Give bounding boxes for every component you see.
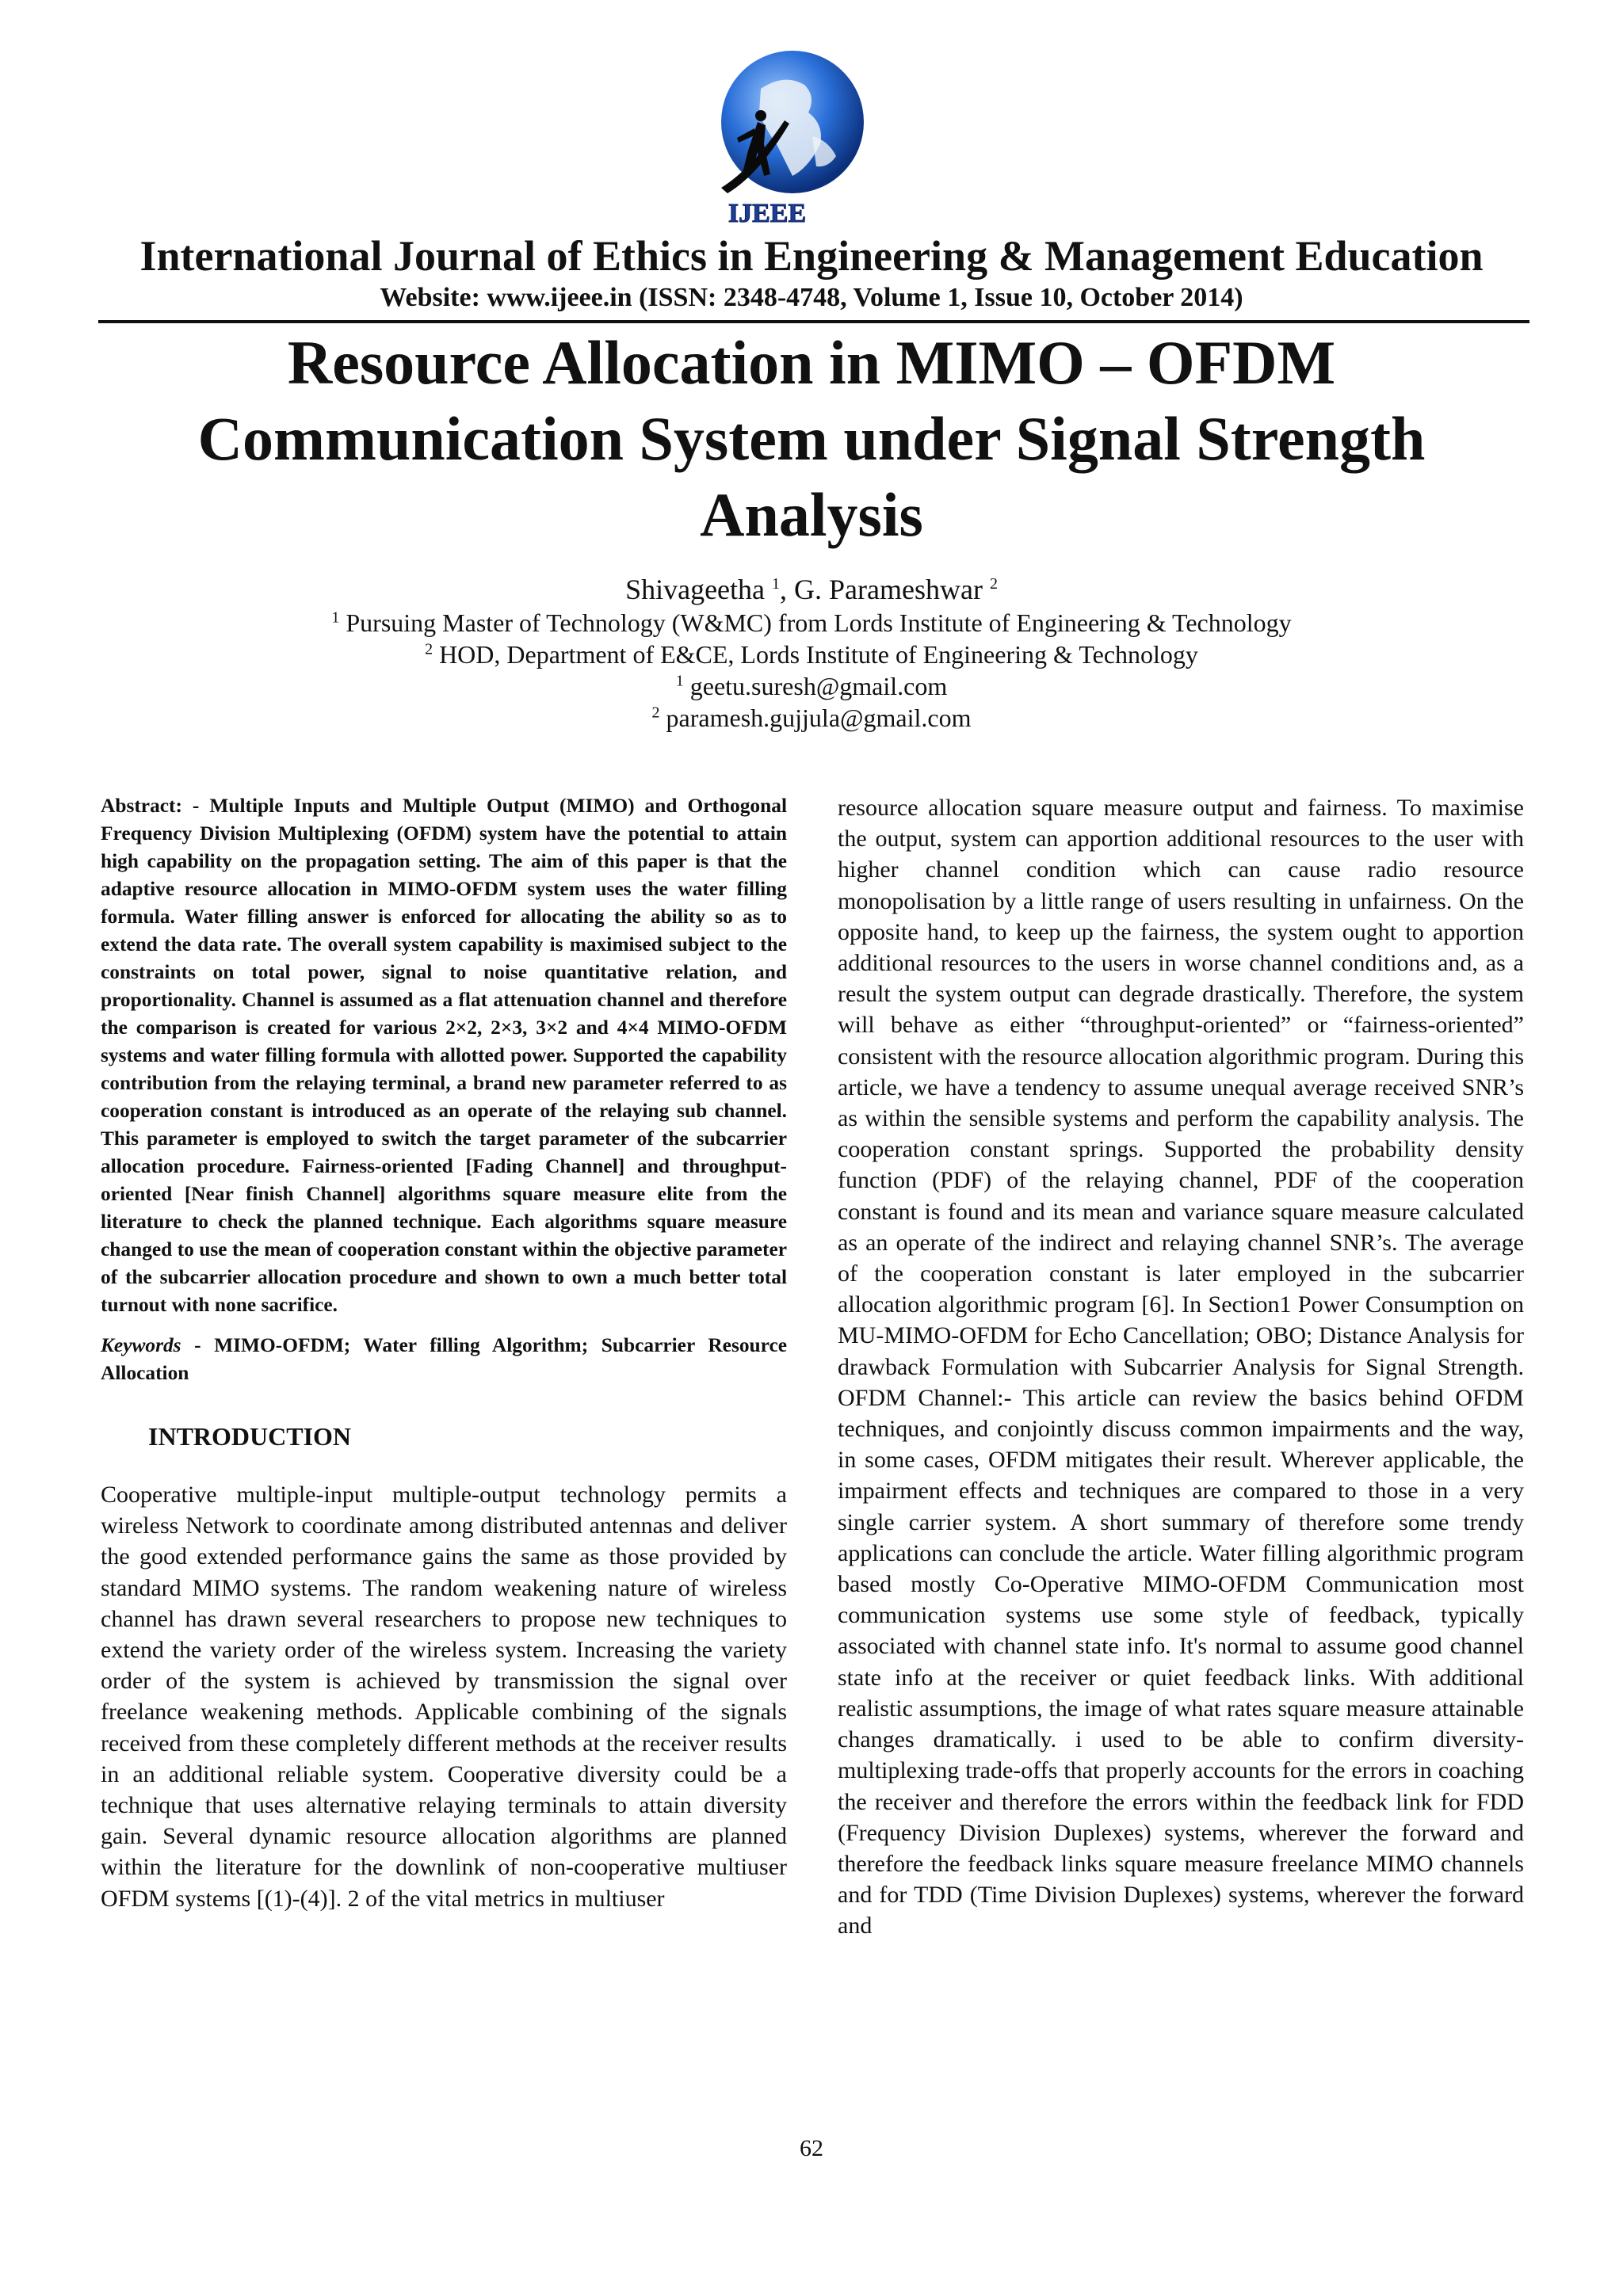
introduction-paragraph: Cooperative multiple-input multiple-output technology permits a wireless Network to coordinate among distributed antennas and deliver the good extended performance gains the same as those provided by standard MIMO systems. The random weakening nature of wireless channel has drawn several researchers to propose new techniques to extend the variety order of the wireless system. Increasing the variety order of the system is achieved by transmission the signal over freelance weakening methods. Applicable combining of the signals received from these completely different methods at the receiver results in an additional reliable system. Cooperative diversity could be a technique that uses alternative relaying terminals to attain diversity gain. Several dynamic resource allocation algorithms are planned within the literature for the downlink of non-cooperative multiuser OFDM systems [(1)-(4)]. 2 of the vital metrics in multiuser bbox=[101, 1482, 787, 1912]
keywords-text: - MIMO-OFDM; Water filling Algorithm; Subcarrier Resource Allocation bbox=[101, 1334, 787, 1384]
title-line: Resource Allocation in MIMO – OFDM bbox=[287, 328, 1336, 397]
journal-meta: Website: www.ijeee.in (ISSN: 2348-4748, Volume 1, Issue 10, October 2014) bbox=[380, 283, 1243, 312]
title-line: Analysis bbox=[700, 480, 923, 549]
left-column bbox=[101, 792, 787, 1914]
keywords-label: Keywords bbox=[101, 1334, 181, 1356]
body-paragraph: resource allocation square measure output and fairness. To maximise the output, system can apportion additional resources to the user with higher channel condition which can cause radio resource monopolisation by a little range of users resulting in unfairness. On the opposite hand, to keep up the fairness, the system ought to apportion additional resources to the users in worse channel conditions and, as a result the system output can degrade drastically. Therefore, the system will behave as either “throughput-oriented” or “fairness-oriented” consistent with the resource allocation algorithmic program. During this article, we have a tendency to assume unequal average received SNR’s as within the sensible systems and perform the capability analysis. The cooperation constant springs. Supported the probability density function (PDF) of the relaying channel, PDF of the cooperation constant is found and its mean and variance square measure calculated as an operate of the indirect and relaying channel SNR’s. The average of the cooperation constant is later employed in the subcarrier allocation algorithmic program [6]. In Section1 Power Consumption on MU-MIMO-OFDM for Echo Cancellation; OBO; Distance Analysis for drawback Formulation with Subcarrier Analysis for Signal Strength. OFDM Channel:- This article can review the basics behind OFDM techniques, and conjointly discuss common impairments and the way, in some cases, OFDM mitigates their result. Wherever applicable, the impairment effects and techniques are compared to those in a very single carrier system. A short summary of therefore some trendy applications can conclude the article. Water filling algorithmic program based mostly Co-Operative MIMO-OFDM Communication most communication systems use some style of feedback, typically associated with channel state info. It's normal to assume good channel state info at the receiver or quiet feedback links. With additional realistic assumptions, the image of what rates square measure attainable changes dramatically. i used to be able to confirm diversity-multiplexing trade-offs that properly accounts for the errors in coaching the receiver and therefore the errors within the feedback link for FDD (Frequency Division Duplexes) systems, wherever the forward and therefore the feedback links square measure freelance MIMO channels and for TDD (Time Division Duplexes) systems, wherever the forward and bbox=[838, 795, 1524, 1939]
author-block bbox=[0, 574, 1623, 734]
affiliation-text: Pursuing Master of Technology (W&MC) from Lords Institute of Engineering & Technology bbox=[346, 608, 1292, 637]
globe-logo-icon bbox=[666, 49, 903, 231]
affiliation-sup: 1 bbox=[331, 608, 340, 627]
email bbox=[0, 670, 1623, 702]
email-text: geetu.suresh@gmail.com bbox=[689, 672, 948, 700]
author-names bbox=[0, 574, 1623, 605]
page-number: 62 bbox=[800, 2135, 823, 2161]
abstract: Abstract: - Multiple Inputs and Multiple Output (MIMO) and Orthogonal Frequency Division Multiplexing (OFDM) system have the potential to attain high capability on the propagation setting. The aim of this paper is that the adaptive resource allocation in MIMO-OFDM system uses the water filling formula. Water filling answer is enforced for allocating the ability so as to extend the data rate. The overall system capability is maximised subject to the constraints on total power, signal to noise quantitative relation, and proportionality. Channel is assumed as a flat attenuation channel and therefore the comparison is created for various 2×2, 2×3, 3×2 and 4×4 MIMO-OFDM systems and water filling formula with allotted power. Supported the capability contribution from the relaying terminal, a brand new parameter referred to as cooperation constant is introduced as an operate of the relaying sub channel. This parameter is employed to switch the target parameter of the subcarrier allocation procedure. Fairness-oriented [Fading Channel] and throughput-oriented [Near finish Channel] algorithms square measure elite from the literature to check the planned technique. Each algorithms square measure changed to use the mean of cooperation constant within the objective parameter of the subcarrier allocation procedure and shown to own a much better total turnout with none sacrifice. bbox=[101, 795, 787, 1316]
right-column bbox=[838, 792, 1524, 1942]
author-sup: 1 bbox=[772, 575, 781, 593]
email-sup: 2 bbox=[651, 704, 660, 722]
keywords bbox=[101, 1332, 787, 1387]
author-name: G. Parameshwar bbox=[794, 574, 983, 605]
journal-name: International Journal of Ethics in Engineering & Management Education bbox=[139, 232, 1484, 280]
affiliation bbox=[0, 639, 1623, 670]
email bbox=[0, 702, 1623, 734]
email-text: paramesh.gujjula@gmail.com bbox=[666, 704, 972, 732]
affiliation bbox=[0, 607, 1623, 639]
email-sup: 1 bbox=[675, 672, 684, 690]
author-sup: 2 bbox=[989, 575, 998, 593]
header-divider bbox=[98, 320, 1529, 323]
author-name: Shivageetha bbox=[625, 574, 766, 605]
paper-title bbox=[0, 325, 1623, 553]
logo-text: IJEEE bbox=[727, 199, 807, 228]
title-line: Communication System under Signal Strength bbox=[197, 404, 1426, 473]
section-heading-introduction: INTRODUCTION bbox=[148, 1422, 352, 1451]
affiliation-sup: 2 bbox=[425, 640, 433, 658]
journal-logo bbox=[666, 49, 903, 231]
affiliation-text: HOD, Department of E&CE, Lords Institute of Engineering & Technology bbox=[439, 640, 1198, 669]
author-separator: , bbox=[780, 574, 795, 605]
